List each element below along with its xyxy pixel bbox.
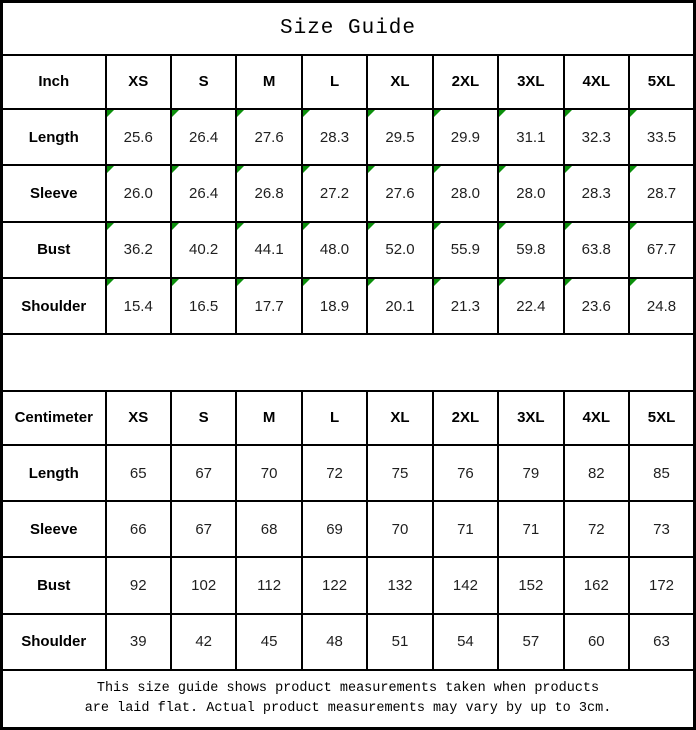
cm-shoulder-row <box>2 614 695 670</box>
footnote-line-2: are laid flat. Actual product measurements may vary by up to 3cm. <box>84 701 612 717</box>
cell-corner-marker-icon <box>237 223 244 230</box>
row-label: Length <box>2 445 106 501</box>
measurement-cell: 162 <box>564 557 629 613</box>
measurement-cell: 60 <box>564 614 629 670</box>
cm-header-row <box>2 391 695 445</box>
cell-corner-marker-icon <box>172 166 179 173</box>
size-header-xl: XL <box>367 55 432 109</box>
measurement-cell <box>498 278 563 334</box>
cell-corner-marker-icon <box>368 223 375 230</box>
size-header-3xl: 3XL <box>498 391 563 445</box>
cell-value: 52.0 <box>385 241 415 259</box>
cell-corner-marker-icon <box>434 223 441 230</box>
measurement-cell <box>367 278 432 334</box>
cell-value: 17.7 <box>254 297 284 315</box>
cell-corner-marker-icon <box>107 166 114 173</box>
measurement-cell <box>498 165 563 221</box>
cell-corner-marker-icon <box>237 110 244 117</box>
measurement-cell: 73 <box>629 501 695 557</box>
size-header-5xl: 5XL <box>629 391 695 445</box>
size-header-l: L <box>302 391 367 445</box>
measurement-cell <box>302 165 367 221</box>
cell-corner-marker-icon <box>630 279 637 286</box>
cell-corner-marker-icon <box>434 279 441 286</box>
cell-value: 29.9 <box>450 128 480 146</box>
row-label: Bust <box>2 557 106 613</box>
cell-corner-marker-icon <box>172 110 179 117</box>
measurement-cell <box>433 222 498 278</box>
cell-corner-marker-icon <box>499 223 506 230</box>
cell-value: 59.8 <box>516 241 546 259</box>
measurement-cell <box>171 165 236 221</box>
measurement-cell: 71 <box>498 501 563 557</box>
cell-corner-marker-icon <box>499 166 506 173</box>
measurement-cell: 45 <box>236 614 301 670</box>
measurement-cell: 67 <box>171 501 236 557</box>
spacer-cell <box>2 334 695 390</box>
measurement-cell: 69 <box>302 501 367 557</box>
cell-value: 44.1 <box>254 241 284 259</box>
measurement-cell <box>367 222 432 278</box>
measurement-cell: 132 <box>367 557 432 613</box>
measurement-cell: 79 <box>498 445 563 501</box>
measurement-cell <box>302 278 367 334</box>
cell-corner-marker-icon <box>565 223 572 230</box>
row-label: Length <box>2 109 106 165</box>
size-header-4xl: 4XL <box>564 55 629 109</box>
measurement-cell <box>106 109 171 165</box>
cm-unit-label: Centimeter <box>2 391 106 445</box>
cell-corner-marker-icon <box>368 110 375 117</box>
cell-corner-marker-icon <box>630 166 637 173</box>
measurement-cell <box>302 109 367 165</box>
measurement-cell <box>629 278 695 334</box>
measurement-cell <box>498 109 563 165</box>
cm-sleeve-row <box>2 501 695 557</box>
cell-value: 23.6 <box>581 297 611 315</box>
cell-value: 26.8 <box>254 185 284 203</box>
cell-value: 28.0 <box>516 185 546 203</box>
measurement-cell <box>367 165 432 221</box>
measurement-cell: 67 <box>171 445 236 501</box>
cell-corner-marker-icon <box>303 279 310 286</box>
measurement-cell: 75 <box>367 445 432 501</box>
measurement-cell <box>106 222 171 278</box>
size-header-m: M <box>236 55 301 109</box>
measurement-cell: 54 <box>433 614 498 670</box>
cell-value: 18.9 <box>319 297 350 315</box>
measurement-cell: 92 <box>106 557 171 613</box>
cell-value: 33.5 <box>646 128 677 146</box>
measurement-cell: 152 <box>498 557 563 613</box>
measurement-cell <box>236 222 301 278</box>
cell-value: 15.4 <box>123 297 153 315</box>
measurement-cell: 85 <box>629 445 695 501</box>
measurement-cell: 72 <box>302 445 367 501</box>
cm-length-row <box>2 445 695 501</box>
size-header-s: S <box>171 391 236 445</box>
cell-value: 55.9 <box>450 241 480 259</box>
measurement-cell <box>367 109 432 165</box>
cell-corner-marker-icon <box>499 279 506 286</box>
cell-corner-marker-icon <box>107 279 114 286</box>
title-row <box>2 2 695 55</box>
cell-value: 21.3 <box>450 297 480 315</box>
cell-corner-marker-icon <box>172 223 179 230</box>
cell-value: 32.3 <box>581 128 611 146</box>
measurement-cell: 72 <box>564 501 629 557</box>
cell-value: 27.6 <box>385 185 415 203</box>
cell-corner-marker-icon <box>303 166 310 173</box>
inch-bust-row <box>2 222 695 278</box>
size-header-l: L <box>302 55 367 109</box>
measurement-cell <box>433 278 498 334</box>
measurement-cell: 112 <box>236 557 301 613</box>
cell-corner-marker-icon <box>565 166 572 173</box>
size-header-xs: XS <box>106 391 171 445</box>
measurement-cell <box>629 165 695 221</box>
inch-sleeve-row <box>2 165 695 221</box>
measurement-cell: 39 <box>106 614 171 670</box>
measurement-cell: 57 <box>498 614 563 670</box>
size-header-xs: XS <box>106 55 171 109</box>
cell-value: 22.4 <box>516 297 546 315</box>
measurement-cell <box>236 109 301 165</box>
cell-corner-marker-icon <box>107 223 114 230</box>
cell-value: 26.0 <box>123 185 153 203</box>
measurement-cell: 63 <box>629 614 695 670</box>
cell-value: 24.8 <box>646 297 677 315</box>
size-header-m: M <box>236 391 301 445</box>
cell-value: 27.2 <box>319 185 350 203</box>
size-header-2xl: 2XL <box>433 55 498 109</box>
measurement-cell: 70 <box>367 501 432 557</box>
cell-corner-marker-icon <box>368 166 375 173</box>
measurement-cell <box>302 222 367 278</box>
cell-value: 25.6 <box>123 128 153 146</box>
measurement-cell <box>629 222 695 278</box>
cell-value: 40.2 <box>189 241 219 259</box>
size-header-3xl: 3XL <box>498 55 563 109</box>
inch-length-row <box>2 109 695 165</box>
measurement-cell: 42 <box>171 614 236 670</box>
measurement-cell <box>106 278 171 334</box>
cell-corner-marker-icon <box>237 166 244 173</box>
row-label: Shoulder <box>2 278 106 334</box>
measurement-cell: 70 <box>236 445 301 501</box>
measurement-cell <box>564 278 629 334</box>
cell-value: 26.4 <box>189 128 219 146</box>
cm-bust-row <box>2 557 695 613</box>
measurement-cell: 65 <box>106 445 171 501</box>
inch-unit-label: Inch <box>2 55 106 109</box>
measurement-cell: 71 <box>433 501 498 557</box>
row-label: Sleeve <box>2 501 106 557</box>
measurement-cell <box>498 222 563 278</box>
cell-corner-marker-icon <box>565 110 572 117</box>
row-label: Shoulder <box>2 614 106 670</box>
measurement-cell: 142 <box>433 557 498 613</box>
size-header-4xl: 4XL <box>564 391 629 445</box>
cell-value: 28.0 <box>450 185 480 203</box>
cell-corner-marker-icon <box>172 279 179 286</box>
cell-value: 20.1 <box>385 297 415 315</box>
measurement-cell: 82 <box>564 445 629 501</box>
cell-corner-marker-icon <box>434 110 441 117</box>
page-title: Size Guide <box>2 2 695 55</box>
inch-header-row <box>2 55 695 109</box>
cell-corner-marker-icon <box>303 110 310 117</box>
measurement-cell: 48 <box>302 614 367 670</box>
cell-corner-marker-icon <box>368 279 375 286</box>
measurement-cell <box>171 222 236 278</box>
measurement-cell: 102 <box>171 557 236 613</box>
cell-corner-marker-icon <box>237 279 244 286</box>
cell-value: 28.3 <box>581 185 611 203</box>
inch-shoulder-row <box>2 278 695 334</box>
cell-value: 28.7 <box>646 185 677 203</box>
cell-corner-marker-icon <box>499 110 506 117</box>
footnote-row <box>2 670 695 728</box>
cell-value: 48.0 <box>319 241 350 259</box>
measurement-cell: 76 <box>433 445 498 501</box>
measurement-cell <box>629 109 695 165</box>
cell-value: 28.3 <box>319 128 350 146</box>
measurement-cell <box>564 109 629 165</box>
measurement-cell <box>171 109 236 165</box>
cell-value: 16.5 <box>189 297 219 315</box>
cell-value: 63.8 <box>581 241 611 259</box>
spacer-row <box>2 334 695 390</box>
measurement-cell <box>433 165 498 221</box>
cell-value: 26.4 <box>189 185 219 203</box>
cell-value: 31.1 <box>516 128 546 146</box>
measurement-cell: 68 <box>236 501 301 557</box>
measurement-cell: 172 <box>629 557 695 613</box>
footnote <box>2 670 695 728</box>
cell-value: 67.7 <box>646 241 677 259</box>
cell-corner-marker-icon <box>565 279 572 286</box>
cell-value: 36.2 <box>123 241 153 259</box>
measurement-cell <box>433 109 498 165</box>
cell-corner-marker-icon <box>303 223 310 230</box>
footnote-line-1: This size guide shows product measurements taken when products <box>96 680 600 696</box>
measurement-cell <box>236 278 301 334</box>
row-label: Bust <box>2 222 106 278</box>
cell-corner-marker-icon <box>434 166 441 173</box>
measurement-cell <box>564 222 629 278</box>
measurement-cell <box>236 165 301 221</box>
row-label: Sleeve <box>2 165 106 221</box>
cell-corner-marker-icon <box>630 110 637 117</box>
measurement-cell: 122 <box>302 557 367 613</box>
measurement-cell <box>106 165 171 221</box>
cell-value: 29.5 <box>385 128 415 146</box>
size-header-xl: XL <box>367 391 432 445</box>
size-header-5xl: 5XL <box>629 55 695 109</box>
cell-corner-marker-icon <box>630 223 637 230</box>
size-header-2xl: 2XL <box>433 391 498 445</box>
measurement-cell: 51 <box>367 614 432 670</box>
size-header-s: S <box>171 55 236 109</box>
measurement-cell <box>171 278 236 334</box>
measurement-cell: 66 <box>106 501 171 557</box>
cell-value: 27.6 <box>254 128 284 146</box>
measurement-cell <box>564 165 629 221</box>
cell-corner-marker-icon <box>107 110 114 117</box>
